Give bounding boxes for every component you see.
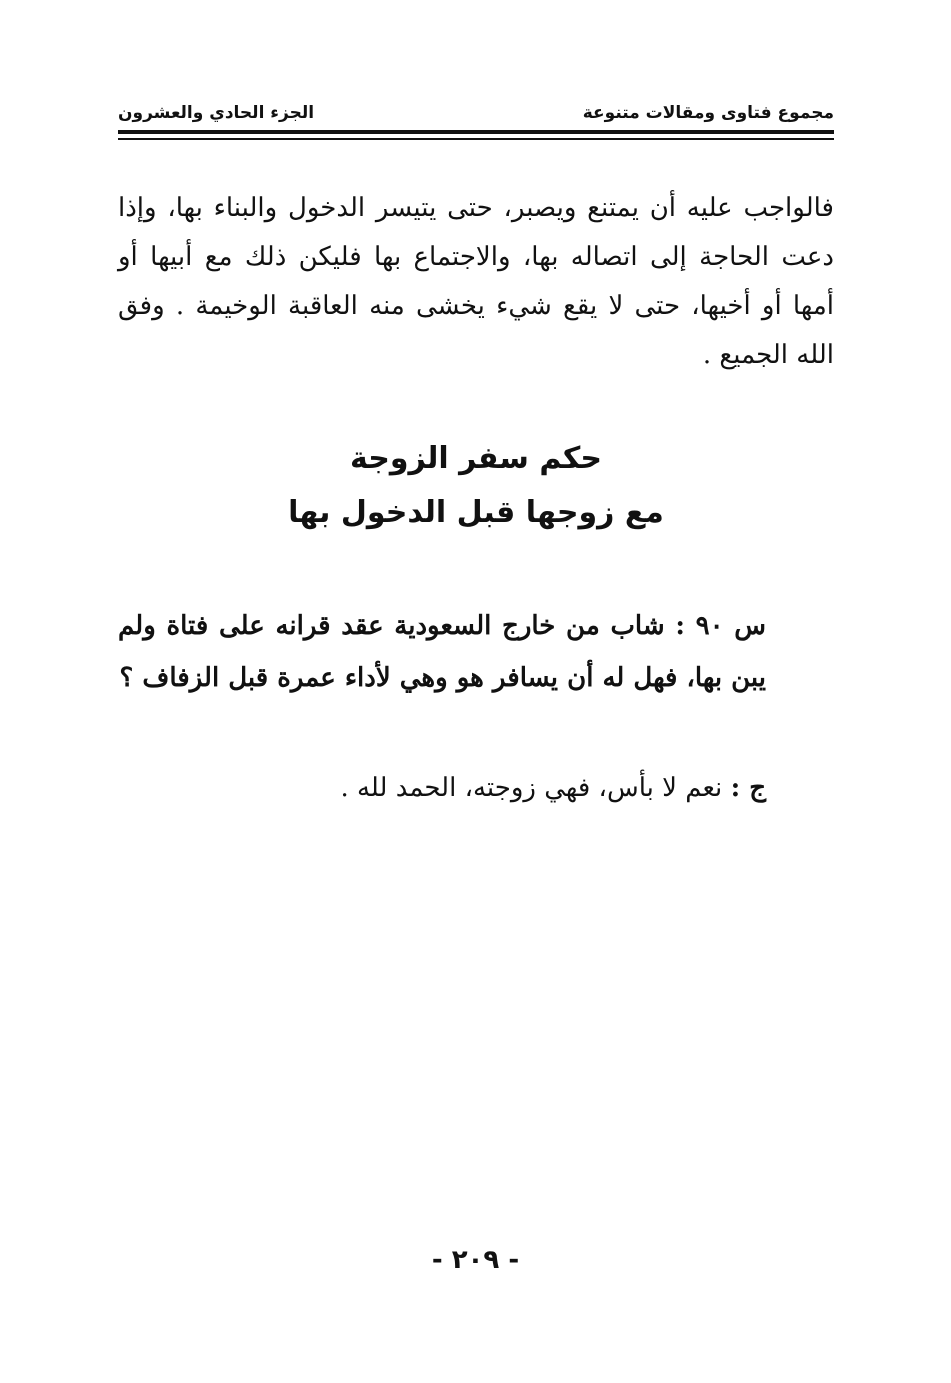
answer-label: ج : <box>730 773 766 803</box>
question-label: س ٩٠ : <box>675 611 766 641</box>
intro-paragraph: فالواجب عليه أن يمتنع ويصبر، حتى يتيسر الدخول والبناء بها، وإذا دعت الحاجة إلى اتصاله بها، والاجتماع بها فليكن ذلك مع أبيها أو أمها أو أخيها، حتى لا يقع شيء يخشى منه العاقبة الوخيمة . وفق الله الجميع . <box>118 193 834 370</box>
header-book-title: مجموع فتاوى ومقالات متنوعة <box>582 103 834 123</box>
question-block <box>118 600 766 704</box>
section-title-line2: مع زوجها قبل الدخول بها <box>288 495 664 530</box>
section-title-line1: حكم سفر الزوجة <box>350 441 602 476</box>
header-rule-thin <box>118 138 834 140</box>
header-rule-thick <box>118 130 834 134</box>
question-text: شاب من خارج السعودية عقد قرانه على فتاة ولم يبن بها، فهل له أن يسافر هو وهي لأداء عمرة قبل الزفاف ؟ <box>118 611 766 693</box>
page-header <box>118 98 834 128</box>
header-volume: الجزء الحادي والعشرون <box>118 103 315 123</box>
answer-text: نعم لا بأس، فهي زوجته، الحمد لله . <box>340 773 723 803</box>
answer-block <box>118 762 766 814</box>
page-number: - ٢٠٩ - <box>431 1245 520 1275</box>
